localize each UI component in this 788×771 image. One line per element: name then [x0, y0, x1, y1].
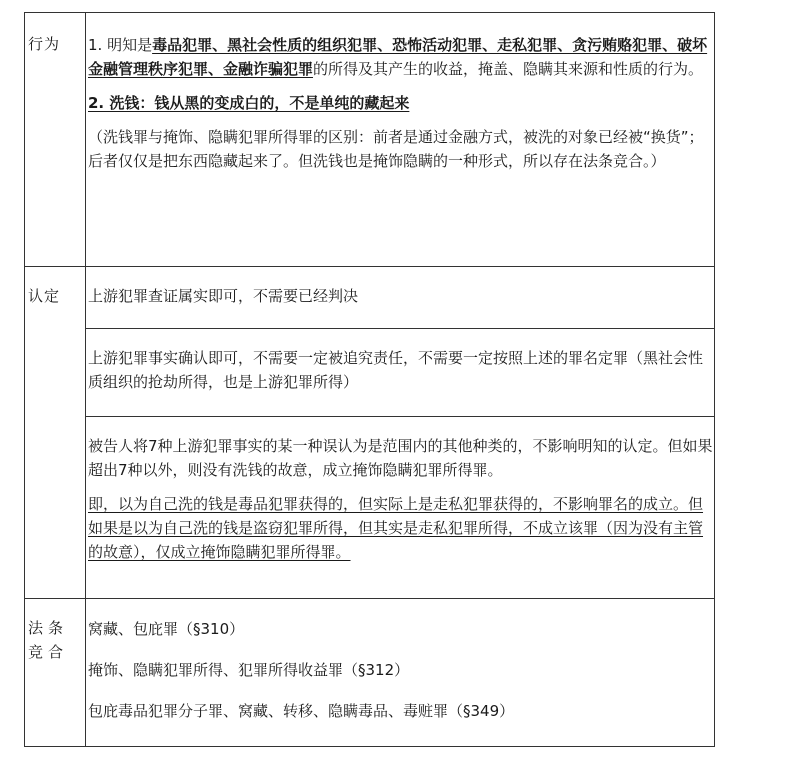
determination-item-1: 上游犯罪查证属实即可，不需要已经判决 [88, 287, 359, 305]
distinction-paragraph: （洗钱罪与掩饰、隐瞒犯罪所得罪的区别：前者是通过金融方式，被洗的对象已经被“换货”；后者仅仅是把东西隐藏起来了。但洗钱也是掩饰隐瞒的一种形式，所以存在法条竞合。） [88, 128, 704, 170]
definition-suffix: 的所得及其产生的收益，掩盖、隐瞒其来源和性质的行为。 [313, 60, 704, 78]
table-border-right [714, 12, 715, 747]
example-paragraph: 即，以为自己洗的钱是毒品犯罪获得的，但实际上是走私犯罪获得的，不影响罪名的成立。但如果是以为自己洗的钱是盗窃犯罪所得，但其实是走私犯罪所得，不成立该罪（因为没有主管的故意），仅成立掩饰隐瞒犯罪所得罪。 [88, 495, 704, 561]
subrow-divider [85, 328, 715, 329]
column-divider [85, 12, 86, 747]
table-border-left [24, 12, 25, 747]
table-border-bottom [24, 746, 715, 747]
determination-item-3 [88, 434, 714, 564]
row-label-concurrence: 法条竞合 [28, 619, 69, 661]
mistake-of-type-paragraph: 被告人将7种上游犯罪事实的某一种误认为是范围内的其他种类的，不影响明知的认定。但如果超出7种以外，则没有洗钱的故意，成立掩饰隐瞒犯罪所得罪。 [88, 437, 713, 479]
row-label-determination: 认定 [28, 287, 61, 305]
table-border-top [24, 12, 715, 13]
row-divider [24, 598, 715, 599]
subrow-divider [85, 416, 715, 417]
notes-table [24, 12, 715, 747]
row-divider [24, 266, 715, 267]
list-item: 窝藏、包庇罪（§310） [88, 620, 245, 638]
row-label-behavior: 行为 [28, 35, 61, 53]
definition-prefix: 1. 明知是 [88, 36, 153, 54]
definition-paragraph [88, 33, 714, 81]
determination-item-2: 上游犯罪事实确认即可，不需要一定被追究责任，不需要一定按照上述的罪名定罪（黑社会性质组织的抢劫所得，也是上游犯罪所得） [88, 349, 704, 391]
list-item: 掩饰、隐瞒犯罪所得、犯罪所得收益罪（§312） [88, 661, 410, 679]
behavior-content [88, 33, 714, 173]
list-item: 包庇毒品犯罪分子罪、窝藏、转移、隐瞒毒品、毒赃罪（§349） [88, 702, 515, 720]
concurrence-content [88, 617, 714, 723]
predicate-crimes-list: 毒品犯罪、黑社会性质的组织犯罪、恐怖活动犯罪、走私犯罪、贪污贿赂犯罪、破坏金融管理秩序犯罪、金融诈骗犯罪 [88, 36, 708, 78]
money-laundering-note: 2. 洗钱：钱从黑的变成白的，不是单纯的藏起来 [88, 94, 410, 112]
